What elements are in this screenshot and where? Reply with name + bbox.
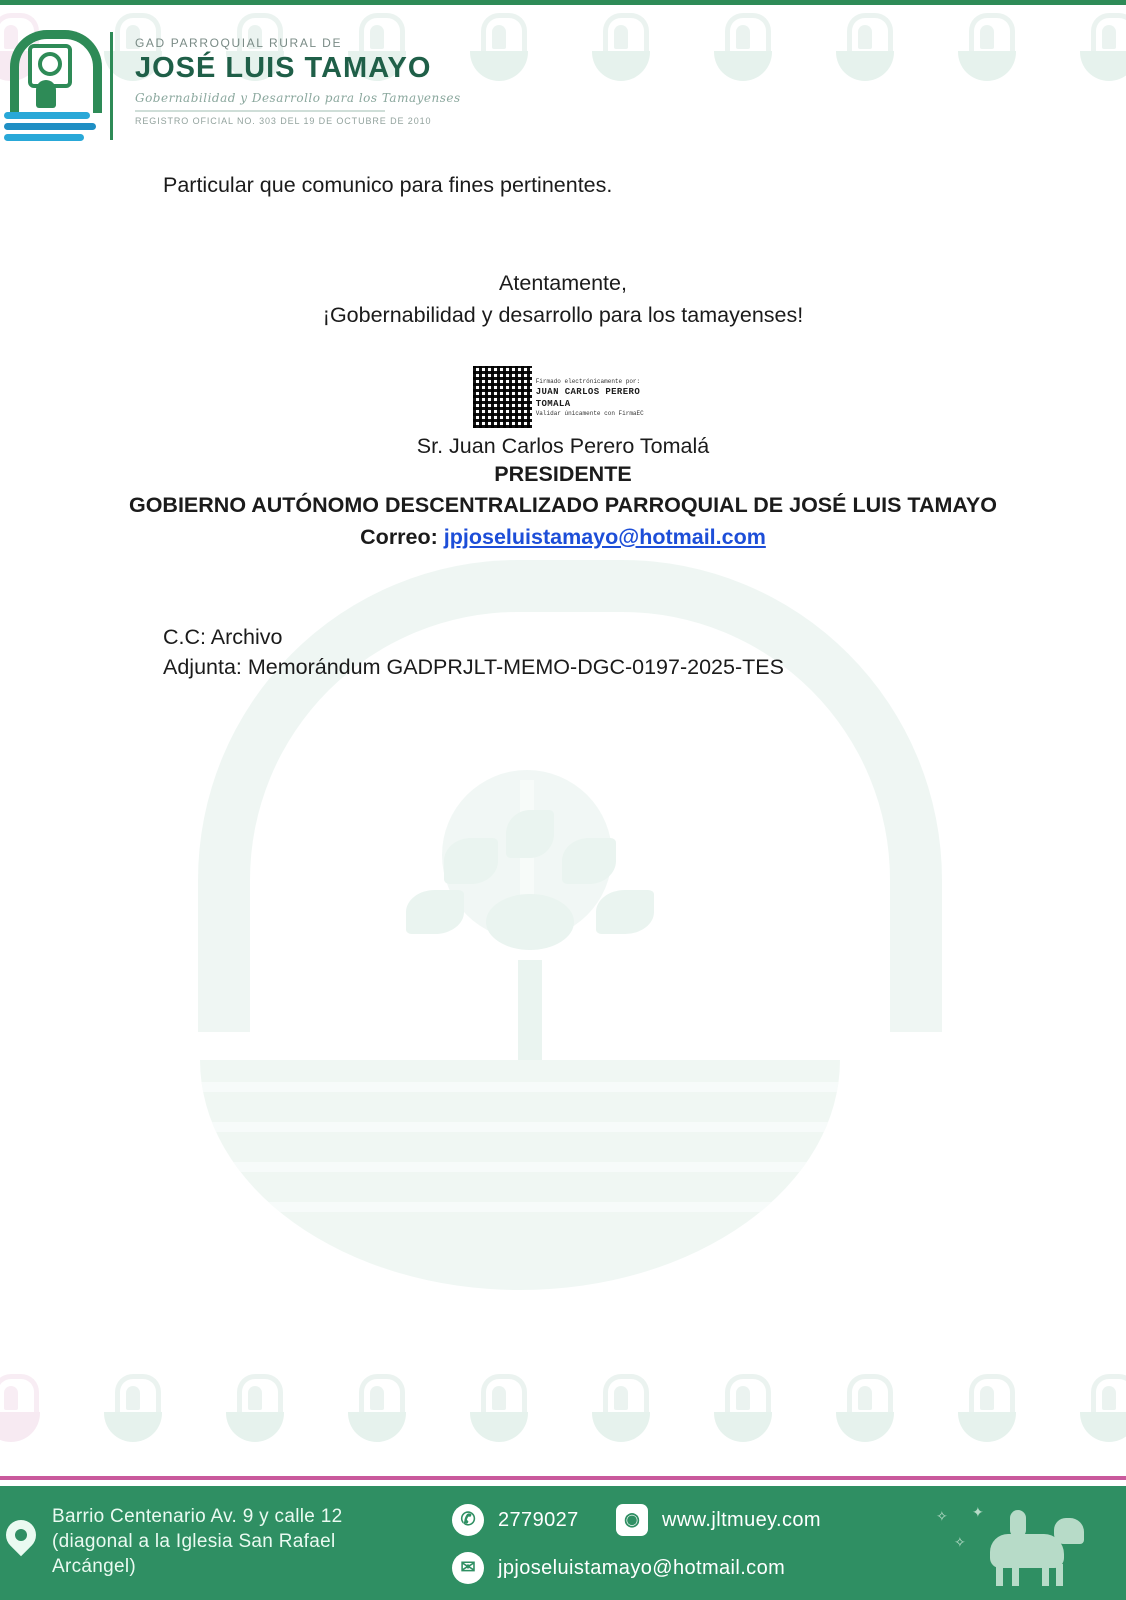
pattern-motif xyxy=(834,9,896,81)
envelope-icon: ✉ xyxy=(452,1552,484,1584)
signer-name: JUAN CARLOS PERERO TOMALA xyxy=(535,386,641,409)
letterhead xyxy=(0,28,461,148)
pattern-motif xyxy=(224,1370,286,1442)
email-label: Correo: xyxy=(360,524,438,549)
salutation: Atentamente, xyxy=(499,271,627,296)
footer-pink-rule xyxy=(0,1476,1126,1480)
footer-email[interactable]: jpjoseluistamayo@hotmail.com xyxy=(498,1557,786,1579)
attachment-line: Adjunta: Memorándum GADPRJLT-MEMO-DGC-0197-2025-TES xyxy=(163,655,784,680)
footer-mail-row xyxy=(452,1552,785,1598)
letterhead-line xyxy=(135,110,385,112)
cc-line: C.C: Archivo xyxy=(163,624,283,649)
footer xyxy=(0,1486,1126,1600)
signed-by-label: Firmado electrónicamente por: xyxy=(535,377,641,385)
pattern-motif xyxy=(590,1370,652,1442)
footer-phone-row xyxy=(452,1504,579,1550)
footer-phone: 2779027 xyxy=(498,1509,579,1531)
motto: ¡Gobernabilidad y desarrollo para los tamayenses! xyxy=(322,303,804,328)
pattern-motif xyxy=(712,9,774,81)
footer-address xyxy=(52,1504,342,1579)
institution-crest-icon xyxy=(2,28,102,148)
phone-icon: ✆ xyxy=(452,1504,484,1536)
signer-role: PRESIDENTE xyxy=(494,461,632,486)
signer-email-row xyxy=(0,525,1126,550)
address-line-2: (diagonal a la Iglesia San Rafael xyxy=(52,1531,336,1553)
validation-note: Validar únicamente con FirmaEC xyxy=(535,410,644,418)
globe-icon: ◉ xyxy=(616,1504,648,1536)
pattern-motif xyxy=(468,9,530,81)
cc-block xyxy=(163,622,1126,683)
pattern-motif xyxy=(1078,9,1126,81)
signer-full-name: Sr. Juan Carlos Perero Tomalá xyxy=(416,433,710,458)
footer-web-row xyxy=(616,1504,821,1550)
signature-block xyxy=(0,366,1126,428)
pattern-motif xyxy=(1078,1370,1126,1442)
letter-body xyxy=(0,170,1126,683)
footer-website[interactable]: www.jltmuey.com xyxy=(662,1509,821,1531)
letterhead-eyebrow: GAD PARROQUIAL RURAL DE xyxy=(135,36,343,50)
letterhead-divider xyxy=(110,32,113,140)
letterhead-title: JOSÉ LUIS TAMAYO xyxy=(135,52,432,84)
pattern-motif xyxy=(956,1370,1018,1442)
closing-line: Particular que comunico para fines pertinentes. xyxy=(163,173,613,197)
location-pin-icon xyxy=(0,1514,42,1556)
pattern-motif xyxy=(102,1370,164,1442)
address-line-1: Barrio Centenario Av. 9 y calle 12 xyxy=(52,1506,343,1527)
letterhead-slogan: Gobernabilidad y Desarrollo para los Tamayenses xyxy=(135,91,461,105)
pattern-motif xyxy=(346,1370,408,1442)
letterhead-registry: REGISTRO OFICIAL NO. 303 DEL 19 DE OCTUBRE DE 2010 xyxy=(135,116,432,126)
address-line-3: Arcángel) xyxy=(52,1556,137,1578)
pattern-motif xyxy=(590,9,652,81)
pattern-motif xyxy=(468,1370,530,1442)
email-link[interactable]: jpjoseluistamayo@hotmail.com xyxy=(443,524,766,549)
signer-organization: GOBIERNO AUTÓNOMO DESCENTRALIZADO PARROQUIAL DE JOSÉ LUIS TAMAYO xyxy=(128,492,997,517)
pattern-motif xyxy=(956,9,1018,81)
qr-code-icon xyxy=(473,366,532,428)
bottom-pattern-band xyxy=(0,1360,1126,1480)
pattern-motif xyxy=(712,1370,774,1442)
pattern-motif xyxy=(834,1370,896,1442)
pattern-motif xyxy=(0,1370,42,1442)
horse-rider-decoration: ✧ ✦ ✧ xyxy=(932,1504,1102,1584)
